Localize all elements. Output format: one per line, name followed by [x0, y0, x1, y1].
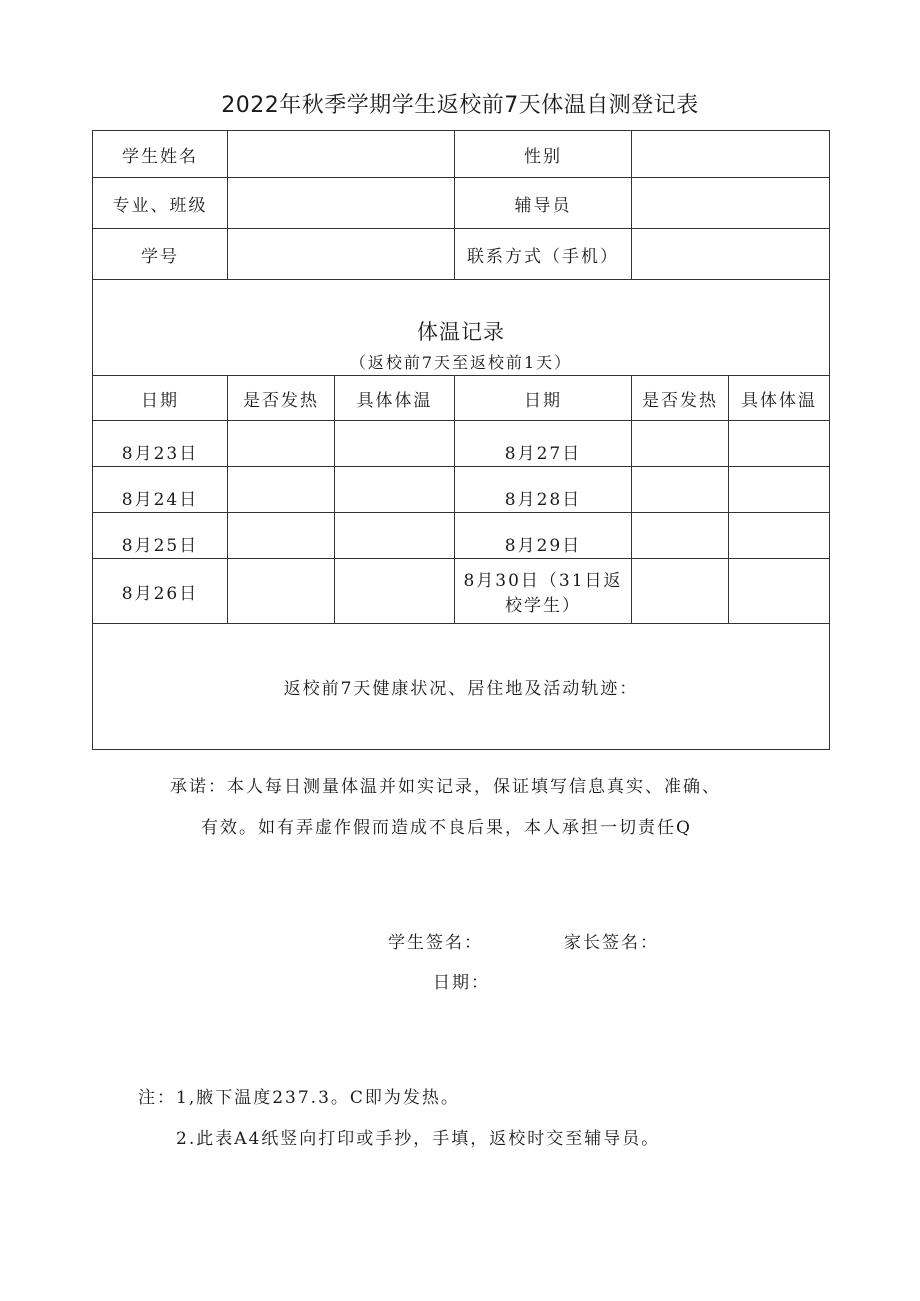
temperature-field[interactable] [335, 421, 455, 467]
fever-field[interactable] [632, 421, 729, 467]
student-signature-label: 学生签名： [388, 933, 483, 953]
date-cell: 8月30日（31日返校学生） [455, 559, 632, 624]
health-status-label: 返校前7天健康状况、居住地及活动轨迹： [283, 679, 639, 699]
gender-field[interactable] [632, 131, 830, 178]
counselor-label: 辅导员 [455, 178, 632, 229]
date-cell: 8月27日 [455, 421, 632, 467]
fever-field[interactable] [632, 467, 729, 513]
note-1: 注：1,腋下温度237.3。C即为发热。 [138, 1088, 460, 1108]
contact-field[interactable] [632, 229, 830, 280]
fever-field[interactable] [632, 559, 729, 624]
temperature-field[interactable] [335, 559, 455, 624]
header-temp-right: 具体体温 [729, 376, 830, 421]
date-label: 日期： [433, 973, 490, 993]
major-class-field[interactable] [228, 178, 455, 229]
note-2: 2.此表A4纸竖向打印或手抄，手填，返校时交至辅导员。 [176, 1129, 661, 1149]
record-subtitle: （返校前7天至返校前1天） [349, 353, 573, 372]
temperature-field[interactable] [729, 421, 830, 467]
fever-field[interactable] [228, 421, 335, 467]
fever-field[interactable] [632, 513, 729, 559]
fever-field[interactable] [228, 513, 335, 559]
contact-label: 联系方式（手机） [455, 229, 632, 280]
name-field[interactable] [228, 131, 455, 178]
date-cell: 8月23日 [93, 421, 228, 467]
fever-field[interactable] [228, 559, 335, 624]
header-fever-left: 是否发热 [228, 376, 335, 421]
date-cell: 8月29日 [455, 513, 632, 559]
name-label: 学生姓名 [93, 131, 228, 178]
gender-label: 性别 [455, 131, 632, 178]
pledge-line-2: 有效。如有弄虚作假而造成不良后果，本人承担一切责任Q [201, 818, 692, 838]
header-date-left: 日期 [93, 376, 228, 421]
temperature-field[interactable] [335, 513, 455, 559]
date-cell: 8月26日 [93, 559, 228, 624]
fever-field[interactable] [228, 467, 335, 513]
student-id-field[interactable] [228, 229, 455, 280]
temperature-field[interactable] [729, 467, 830, 513]
date-cell: 8月24日 [93, 467, 228, 513]
parent-signature-label: 家长签名： [564, 933, 659, 953]
counselor-field[interactable] [632, 178, 830, 229]
registration-table [92, 130, 830, 750]
header-temp-left: 具体体温 [335, 376, 455, 421]
student-id-label: 学号 [93, 229, 228, 280]
header-date-right: 日期 [455, 376, 632, 421]
health-status-field[interactable] [93, 624, 830, 750]
temperature-field[interactable] [729, 513, 830, 559]
date-cell: 8月28日 [455, 467, 632, 513]
pledge-line-1: 承诺：本人每日测量体温并如实记录，保证填写信息真实、准确、 [170, 777, 721, 797]
record-header [93, 280, 830, 376]
header-fever-right: 是否发热 [632, 376, 729, 421]
form-title: 2022年秋季学期学生返校前7天体温自测登记表 [221, 93, 699, 118]
date-cell: 8月25日 [93, 513, 228, 559]
major-class-label: 专业、班级 [93, 178, 228, 229]
temperature-field[interactable] [335, 467, 455, 513]
temperature-field[interactable] [729, 559, 830, 624]
record-title: 体温记录 [417, 320, 505, 344]
